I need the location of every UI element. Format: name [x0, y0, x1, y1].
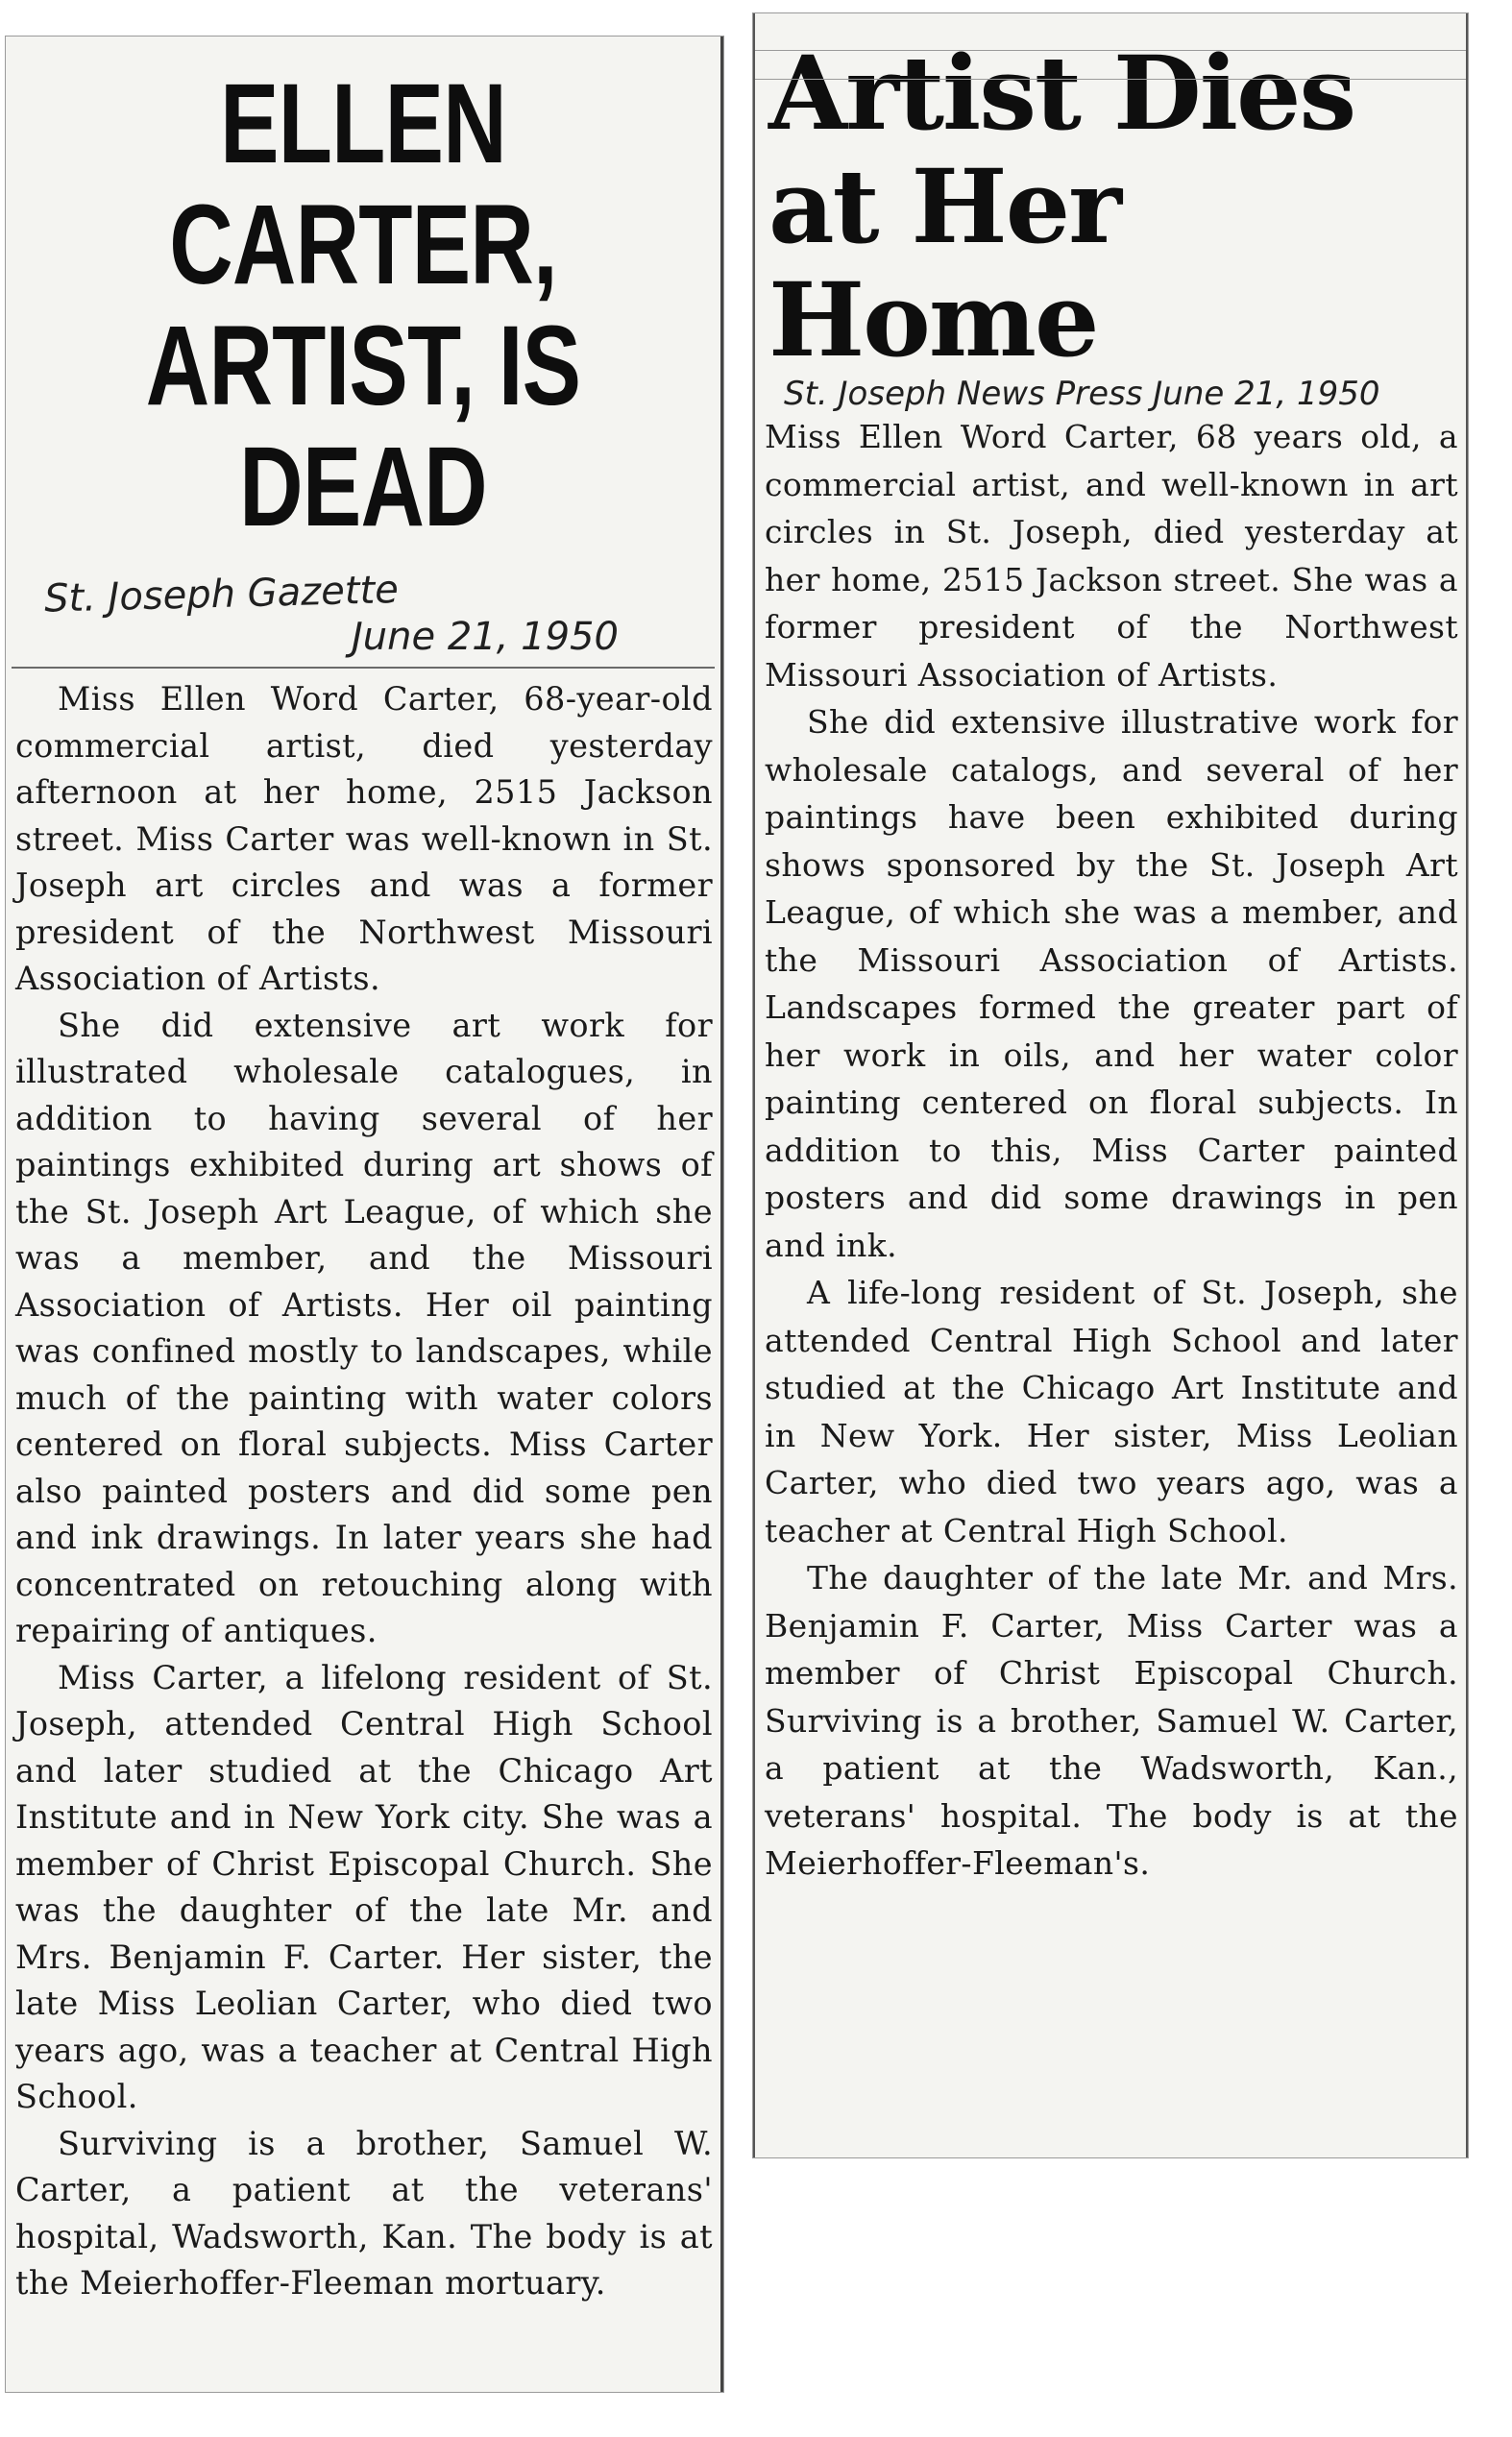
gazette-divider — [12, 667, 715, 669]
news-press-paragraph-1: Miss Ellen Word Carter, 68 years old, a commercial artist, and well-known in art circles in St. Joseph, died yesterday at her home, 2515 Jackson street. She was a former president of the Northwest Missouri Association of Artists. — [765, 418, 1458, 694]
gazette-paragraph-1: Miss Ellen Word Carter, 68-year-old commercial artist, died yesterday afternoon at her home, 2515 Jackson street. Miss Carter was well-known in St. Joseph art circles and was a former president of the Northwest Missouri Association of Artists. — [15, 680, 713, 997]
news-press-article-body — [755, 413, 1466, 1888]
fold-line — [755, 50, 1466, 51]
gazette-handwritten-date: June 21, 1950 — [352, 615, 619, 659]
news-press-paragraph-3: A life-long resident of St. Joseph, she attended Central High School and later studied at the Chicago Art Institute and in New York. Her sister, Miss Leolian Carter, who died two years ago, was a teacher at Central High School. — [765, 1274, 1458, 1549]
gazette-headline — [17, 37, 710, 548]
fold-line — [755, 79, 1466, 80]
gazette-paragraph-4: Surviving is a brother, Samuel W. Carter, a patient at the veterans' hospital, Wadsworth, Kan. The body is at the Meierhoffer-Fleeman mortuary. — [15, 2124, 713, 2302]
news-press-headline-line2: at Her Home — [768, 146, 1120, 379]
gazette-handwritten-source: St. Joseph Gazette — [43, 568, 400, 621]
gazette-headline-line2: ARTIST, IS DEAD — [145, 303, 581, 550]
news-press-headline — [755, 13, 1466, 377]
gazette-headline-line1: ELLEN CARTER, — [169, 61, 557, 308]
gazette-article-body — [6, 676, 720, 2307]
news-press-handwritten-source: St. Joseph News Press June 21, 1950 — [784, 375, 1380, 413]
news-press-paragraph-2: She did extensive illustrative work for wholesale catalogs, and several of her paintings have been exhibited during shows sponsored by the St. Joseph Art League, of which she was a member, and the Missouri Association of Artists. Landscapes formed the greater part of her work in oils, and her water color painting centered on floral subjects. In addition to this, Miss Carter painted posters and did some drawings in pen and ink. — [765, 703, 1458, 1264]
news-press-paragraph-4: The daughter of the late Mr. and Mrs. Benjamin F. Carter, Miss Carter was a member of Christ Episcopal Church. Surviving is a brother, Samuel W. Carter, a patient at the Wadsworth, Kan., veterans' hospital. The body is at the Meierhoffer-Fleeman's. — [765, 1559, 1458, 1882]
news-press-headline-line1: Artist Dies — [768, 33, 1355, 153]
news-press-clipping — [753, 13, 1468, 2157]
gazette-paragraph-3: Miss Carter, a lifelong resident of St. Joseph, attended Central High School and later studied at the Chicago Art Institute and in New York city. She was a member of Christ Episcopal Church. She was the daughter of the late Mr. and Mrs. Benjamin F. Carter. Her sister, the late Miss Leolian Carter, who died two years ago, was a teacher at Central High School. — [15, 1658, 713, 2115]
gazette-clipping — [6, 37, 723, 2392]
gazette-paragraph-2: She did extensive art work for illustrated wholesale catalogues, in addition to having several of her paintings exhibited during art shows of the St. Joseph Art League, of which she was a member, and the Missouri Association of Artists. Her oil painting was confined mostly to landscapes, while much of the painting with water colors centered on floral subjects. Miss Carter also painted posters and did some pen and ink drawings. In later years she had concentrated on retouching along with repairing of antiques. — [15, 1006, 713, 1649]
